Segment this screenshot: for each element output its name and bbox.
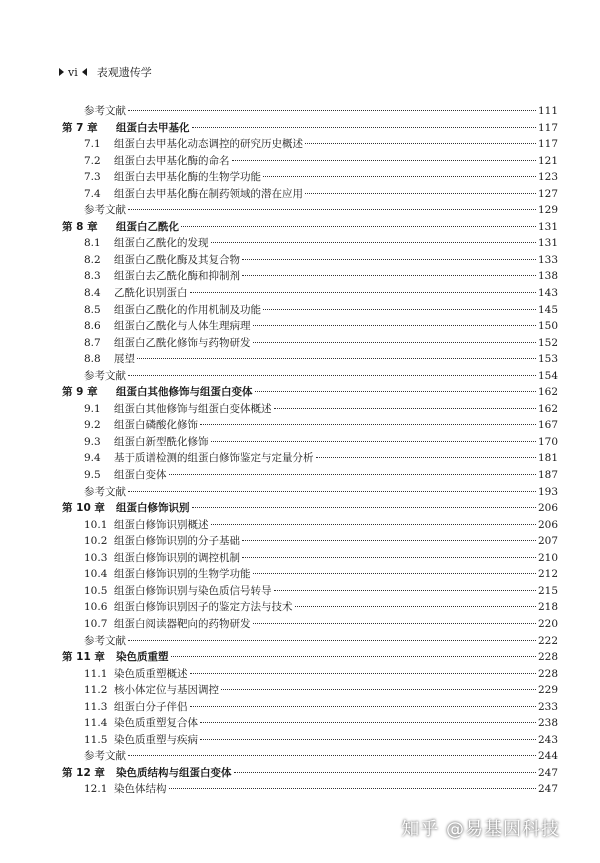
toc-number: 11.1 xyxy=(84,667,108,680)
toc-title: 组蛋白去乙酰化酶和抑制剂 xyxy=(114,270,240,283)
toc-number: 10.2 xyxy=(84,535,108,548)
toc-number: 10.7 xyxy=(84,617,108,630)
toc-number: 7.4 xyxy=(84,187,101,200)
toc-number: 10.1 xyxy=(84,518,108,531)
toc-title: 组蛋白去甲基化酶的生物学功能 xyxy=(114,171,261,184)
dot-leader xyxy=(274,590,536,591)
toc-title: 组蛋白修饰识别 xyxy=(116,502,190,515)
toc-section-row[interactable] xyxy=(62,335,558,352)
dot-leader xyxy=(255,391,536,392)
page-label: vi xyxy=(68,65,78,79)
dot-leader xyxy=(181,226,536,227)
toc-number: 11.5 xyxy=(84,733,108,746)
toc-page-number: 218 xyxy=(537,601,558,614)
toc-number: 10.4 xyxy=(84,568,108,581)
dot-leader xyxy=(263,176,536,177)
toc-title: 组蛋白修饰识别的分子基础 xyxy=(114,535,240,548)
toc-section-row[interactable] xyxy=(62,186,558,203)
toc-page-number: 111 xyxy=(537,105,558,117)
dot-leader xyxy=(211,524,536,525)
toc-number: 9.2 xyxy=(84,419,101,432)
dot-leader xyxy=(211,441,536,442)
toc-section-row[interactable] xyxy=(62,351,558,368)
table-of-contents xyxy=(62,103,558,798)
toc-number: 10.6 xyxy=(84,601,108,614)
toc-title: 参考文献 xyxy=(84,204,126,217)
toc-title: 染色质重塑与疾病 xyxy=(114,733,198,746)
toc-number: 10.3 xyxy=(84,551,108,564)
toc-section-row[interactable] xyxy=(62,252,558,269)
toc-title: 组蛋白乙酰化酶及其复合物 xyxy=(114,253,240,266)
toc-title: 组蛋白修饰识别的调控机制 xyxy=(114,551,240,564)
toc-page-number: 143 xyxy=(537,287,558,300)
dot-leader xyxy=(192,507,536,508)
toc-section-row[interactable] xyxy=(62,467,558,484)
dot-leader xyxy=(128,755,536,756)
toc-title: 组蛋白分子伴侣 xyxy=(114,700,188,713)
toc-title: 组蛋白修饰识别的生物学功能 xyxy=(114,568,251,581)
toc-section-row[interactable] xyxy=(62,583,558,600)
watermark: 知乎 @易基因科技 xyxy=(401,819,560,840)
toc-chapter-row[interactable] xyxy=(62,384,558,401)
toc-page-number: 117 xyxy=(537,138,558,151)
toc-number: 11.4 xyxy=(84,717,108,730)
toc-section-row[interactable] xyxy=(62,285,558,302)
toc-page-number: 154 xyxy=(537,369,558,382)
toc-page-number: 138 xyxy=(537,270,558,283)
toc-page-number: 247 xyxy=(537,783,558,796)
toc-section-row[interactable] xyxy=(62,302,558,319)
toc-title: 染色质重塑复合体 xyxy=(114,717,198,730)
toc-page-number: 150 xyxy=(537,320,558,333)
dot-leader xyxy=(128,640,536,641)
toc-number: 9.5 xyxy=(84,469,101,482)
toc-title: 染色质重塑概述 xyxy=(114,667,188,680)
toc-page-number: 153 xyxy=(537,353,558,366)
toc-number: 8.6 xyxy=(84,320,101,333)
dot-leader xyxy=(128,110,536,111)
toc-page-number: 167 xyxy=(537,419,558,432)
dot-leader xyxy=(305,193,536,194)
dot-leader xyxy=(316,457,536,458)
toc-title: 组蛋白阅读器靶向的药物研发 xyxy=(114,617,251,630)
toc-page-number: 206 xyxy=(537,518,558,531)
triangle-left-icon xyxy=(82,68,87,76)
toc-number: 第 10 章 xyxy=(62,502,105,515)
toc-title: 组蛋白磷酸化修饰 xyxy=(114,419,198,432)
toc-number: 8.2 xyxy=(84,253,101,266)
toc-title: 组蛋白其他修饰与组蛋白变体 xyxy=(116,386,253,399)
triangle-right-icon xyxy=(59,68,64,76)
dot-leader xyxy=(190,673,536,674)
toc-title: 组蛋白修饰识别与染色质信号转导 xyxy=(114,584,272,597)
dot-leader xyxy=(253,325,536,326)
toc-number: 第 9 章 xyxy=(62,386,98,399)
toc-section-row[interactable] xyxy=(62,732,558,749)
dot-leader xyxy=(200,722,536,723)
toc-page-number: 210 xyxy=(537,551,558,564)
toc-page-number: 228 xyxy=(537,651,558,664)
dot-leader xyxy=(274,408,536,409)
toc-section-row[interactable] xyxy=(62,235,558,252)
toc-title: 参考文献 xyxy=(84,634,126,647)
dot-leader xyxy=(190,706,536,707)
toc-reference-row[interactable] xyxy=(62,368,558,385)
toc-chapter-row[interactable] xyxy=(62,500,558,517)
toc-page-number: 123 xyxy=(537,171,558,184)
toc-section-row[interactable] xyxy=(62,268,558,285)
toc-page-number: 131 xyxy=(537,220,558,233)
dot-leader xyxy=(169,788,536,789)
toc-page-number: 222 xyxy=(537,634,558,647)
toc-section-row[interactable] xyxy=(62,599,558,616)
toc-page-number: 220 xyxy=(537,617,558,630)
toc-section-row[interactable] xyxy=(62,550,558,567)
toc-title: 组蛋白乙酰化 xyxy=(116,220,179,233)
toc-section-row[interactable] xyxy=(62,781,558,798)
toc-page-number: 207 xyxy=(537,535,558,548)
toc-page-number: 212 xyxy=(537,568,558,581)
toc-number: 10.5 xyxy=(84,584,108,597)
toc-number: 8.8 xyxy=(84,353,101,366)
toc-page-number: 233 xyxy=(537,700,558,713)
toc-number: 7.1 xyxy=(84,138,101,151)
toc-section-row[interactable] xyxy=(62,136,558,153)
toc-section-row[interactable] xyxy=(62,715,558,732)
toc-page-number: 229 xyxy=(537,684,558,697)
toc-number: 第 11 章 xyxy=(62,651,105,664)
toc-section-row[interactable] xyxy=(62,169,558,186)
toc-section-row[interactable] xyxy=(62,401,558,418)
dot-leader xyxy=(242,259,536,260)
toc-reference-row[interactable] xyxy=(62,202,558,219)
toc-number: 9.4 xyxy=(84,452,101,465)
toc-title: 参考文献 xyxy=(84,369,126,382)
toc-page-number: 244 xyxy=(537,750,558,763)
toc-chapter-row[interactable] xyxy=(62,649,558,666)
toc-section-row[interactable] xyxy=(62,666,558,683)
dot-leader xyxy=(242,275,536,276)
toc-title: 组蛋白乙酰化与人体生理病理 xyxy=(114,320,251,333)
toc-chapter-row[interactable] xyxy=(62,219,558,236)
dot-leader xyxy=(192,127,536,128)
dot-leader xyxy=(128,375,536,376)
book-title: 表观遗传学 xyxy=(96,66,152,79)
toc-page-number: 238 xyxy=(537,717,558,730)
toc-number: 9.3 xyxy=(84,435,101,448)
toc-reference-row[interactable] xyxy=(62,748,558,765)
toc-page-number: 152 xyxy=(537,336,558,349)
toc-title: 组蛋白乙酰化修饰与药物研发 xyxy=(114,336,251,349)
toc-title: 展望 xyxy=(114,353,135,366)
toc-chapter-row[interactable] xyxy=(62,120,558,137)
toc-section-row[interactable] xyxy=(62,318,558,335)
toc-title: 核小体定位与基因调控 xyxy=(114,684,219,697)
toc-number: 7.2 xyxy=(84,154,101,167)
toc-page-number: 228 xyxy=(537,667,558,680)
toc-page-number: 215 xyxy=(537,584,558,597)
toc-number: 9.1 xyxy=(84,402,101,415)
toc-title: 染色质结构与组蛋白变体 xyxy=(116,766,232,779)
toc-page-number: 117 xyxy=(537,121,558,134)
toc-section-row[interactable] xyxy=(62,699,558,716)
toc-page-number: 187 xyxy=(537,469,558,482)
dot-leader xyxy=(200,424,536,425)
dot-leader xyxy=(253,342,536,343)
toc-page-number: 133 xyxy=(537,253,558,266)
toc-section-row[interactable] xyxy=(62,450,558,467)
dot-leader xyxy=(200,739,536,740)
toc-section-row[interactable] xyxy=(62,153,558,170)
toc-number: 8.4 xyxy=(84,287,101,300)
toc-reference-row[interactable] xyxy=(62,103,558,120)
toc-page-number: 181 xyxy=(537,452,558,465)
dot-leader xyxy=(253,623,536,624)
toc-page-number: 121 xyxy=(537,154,558,167)
toc-section-row[interactable] xyxy=(62,434,558,451)
toc-title: 乙酰化识别蛋白 xyxy=(114,287,188,300)
toc-title: 基于质谱检测的组蛋白修饰鉴定与定量分析 xyxy=(114,452,314,465)
toc-page-number: 206 xyxy=(537,502,558,515)
toc-page-number: 127 xyxy=(537,187,558,200)
toc-number: 11.2 xyxy=(84,684,108,697)
toc-page-number: 131 xyxy=(537,237,558,250)
dot-leader xyxy=(128,491,536,492)
toc-chapter-row[interactable] xyxy=(62,765,558,782)
toc-title: 组蛋白变体 xyxy=(114,469,167,482)
toc-number: 第 8 章 xyxy=(62,220,98,233)
toc-page-number: 162 xyxy=(537,386,558,399)
toc-number: 第 12 章 xyxy=(62,766,105,779)
toc-title: 参考文献 xyxy=(84,750,126,763)
toc-title: 染色质重塑 xyxy=(116,651,169,664)
toc-title: 组蛋白修饰识别因子的鉴定方法与技术 xyxy=(114,601,293,614)
toc-title: 参考文献 xyxy=(84,105,126,117)
dot-leader xyxy=(234,772,536,773)
toc-reference-row[interactable] xyxy=(62,484,558,501)
dot-leader xyxy=(305,143,536,144)
toc-section-row[interactable] xyxy=(62,417,558,434)
toc-title: 组蛋白乙酰化的作用机制及功能 xyxy=(114,303,261,316)
dot-leader xyxy=(232,160,536,161)
dot-leader xyxy=(169,474,536,475)
toc-reference-row[interactable] xyxy=(62,633,558,650)
toc-number: 12.1 xyxy=(84,783,108,796)
toc-title: 组蛋白去甲基化 xyxy=(116,121,190,134)
toc-page-number: 243 xyxy=(537,733,558,746)
toc-number: 8.3 xyxy=(84,270,101,283)
dot-leader xyxy=(242,540,536,541)
dot-leader xyxy=(221,689,536,690)
toc-page-number: 170 xyxy=(537,435,558,448)
running-header xyxy=(59,64,152,80)
dot-leader xyxy=(128,209,536,210)
dot-leader xyxy=(137,358,536,359)
toc-number: 11.3 xyxy=(84,700,108,713)
toc-title: 组蛋白去甲基化酶的命名 xyxy=(114,154,230,167)
toc-number: 第 7 章 xyxy=(62,121,98,134)
toc-page-number: 193 xyxy=(537,485,558,498)
toc-section-row[interactable] xyxy=(62,533,558,550)
toc-title: 组蛋白其他修饰与组蛋白变体概述 xyxy=(114,402,272,415)
toc-number: 7.3 xyxy=(84,171,101,184)
toc-number: 8.5 xyxy=(84,303,101,316)
dot-leader xyxy=(295,606,536,607)
toc-title: 组蛋白新型酰化修饰 xyxy=(114,435,209,448)
toc-page-number: 129 xyxy=(537,204,558,217)
toc-number: 8.7 xyxy=(84,336,101,349)
dot-leader xyxy=(242,557,536,558)
toc-section-row[interactable] xyxy=(62,517,558,534)
dot-leader xyxy=(190,292,536,293)
toc-title: 染色体结构 xyxy=(114,783,167,796)
toc-section-row[interactable] xyxy=(62,566,558,583)
toc-title: 组蛋白修饰识别概述 xyxy=(114,518,209,531)
dot-leader xyxy=(211,242,536,243)
toc-title: 组蛋白去甲基化酶在制药领域的潜在应用 xyxy=(114,187,303,200)
toc-number: 8.1 xyxy=(84,237,101,250)
dot-leader xyxy=(263,309,536,310)
dot-leader xyxy=(253,573,536,574)
toc-title: 组蛋白去甲基化动态调控的研究历史概述 xyxy=(114,138,303,151)
toc-section-row[interactable] xyxy=(62,616,558,633)
toc-page-number: 247 xyxy=(537,766,558,779)
toc-title: 组蛋白乙酰化的发现 xyxy=(114,237,209,250)
toc-section-row[interactable] xyxy=(62,682,558,699)
toc-page-number: 145 xyxy=(537,303,558,316)
toc-title: 参考文献 xyxy=(84,485,126,498)
toc-page-number: 162 xyxy=(537,402,558,415)
dot-leader xyxy=(171,656,536,657)
